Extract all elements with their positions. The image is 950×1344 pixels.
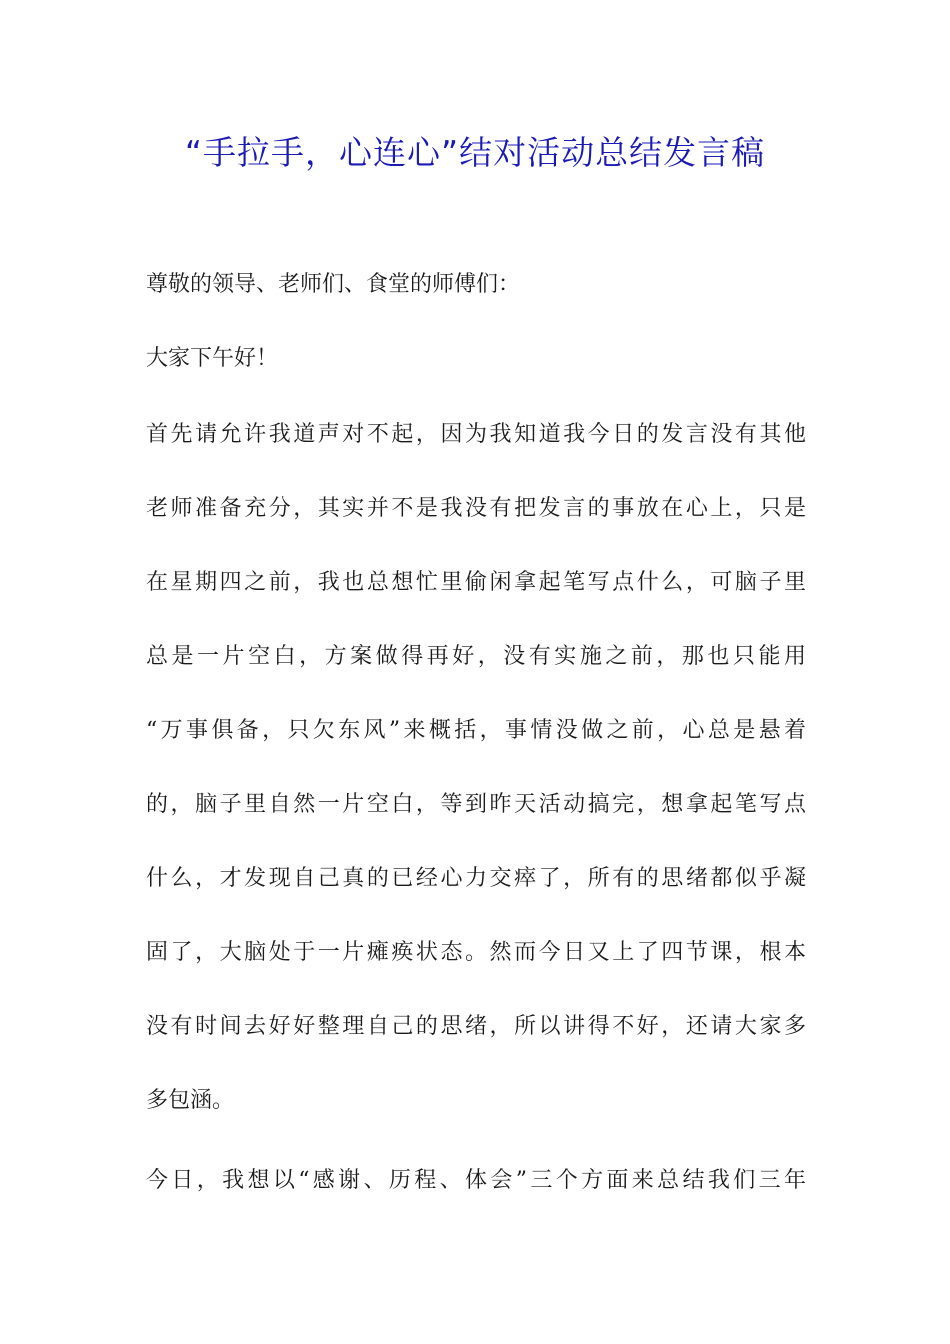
paragraph-line: 首先请允许我道声对不起，因为我知道我今日的发言没有其他 [146, 422, 806, 447]
body-paragraph-2 [146, 1144, 806, 1218]
paragraph-line: 老师准备充分，其实并不是我没有把发言的事放在心上，只是 [146, 496, 806, 521]
paragraph-line: 在星期四之前，我也总想忙里偷闲拿起笔写点什么，可脑子里 [146, 570, 806, 595]
body-paragraph-1 [146, 398, 806, 1138]
paragraph-line: 没有时间去好好整理自己的思绪，所以讲得不好，还请大家多 [146, 1014, 806, 1039]
greeting-paragraph [146, 322, 806, 396]
salutation-paragraph [146, 248, 806, 322]
paragraph-line: 固了，大脑处于一片瘫痪状态。然而今日又上了四节课，根本 [146, 940, 806, 965]
greeting-line: 大家下午好！ [146, 346, 279, 371]
paragraph-line: 今日，我想以“感谢、历程、体会”三个方面来总结我们三年 [146, 1168, 806, 1193]
paragraph-line: 的，脑子里自然一片空白，等到昨天活动搞完，想拿起笔写点 [146, 792, 806, 817]
paragraph-line: 总是一片空白，方案做得再好，没有实施之前，那也只能用 [146, 644, 806, 669]
paragraph-line: 什么，才发现自己真的已经心力交瘁了，所有的思绪都似乎凝 [146, 866, 806, 891]
paragraph-line: 多包涵。 [146, 1088, 235, 1113]
document-title: “手拉手，心连心”结对活动总结发言稿 [184, 133, 766, 172]
salutation-line: 尊敬的领导、老师们、食堂的师傅们： [146, 272, 521, 297]
paragraph-line: “万事俱备，只欠东风”来概括，事情没做之前，心总是悬着 [146, 718, 806, 743]
